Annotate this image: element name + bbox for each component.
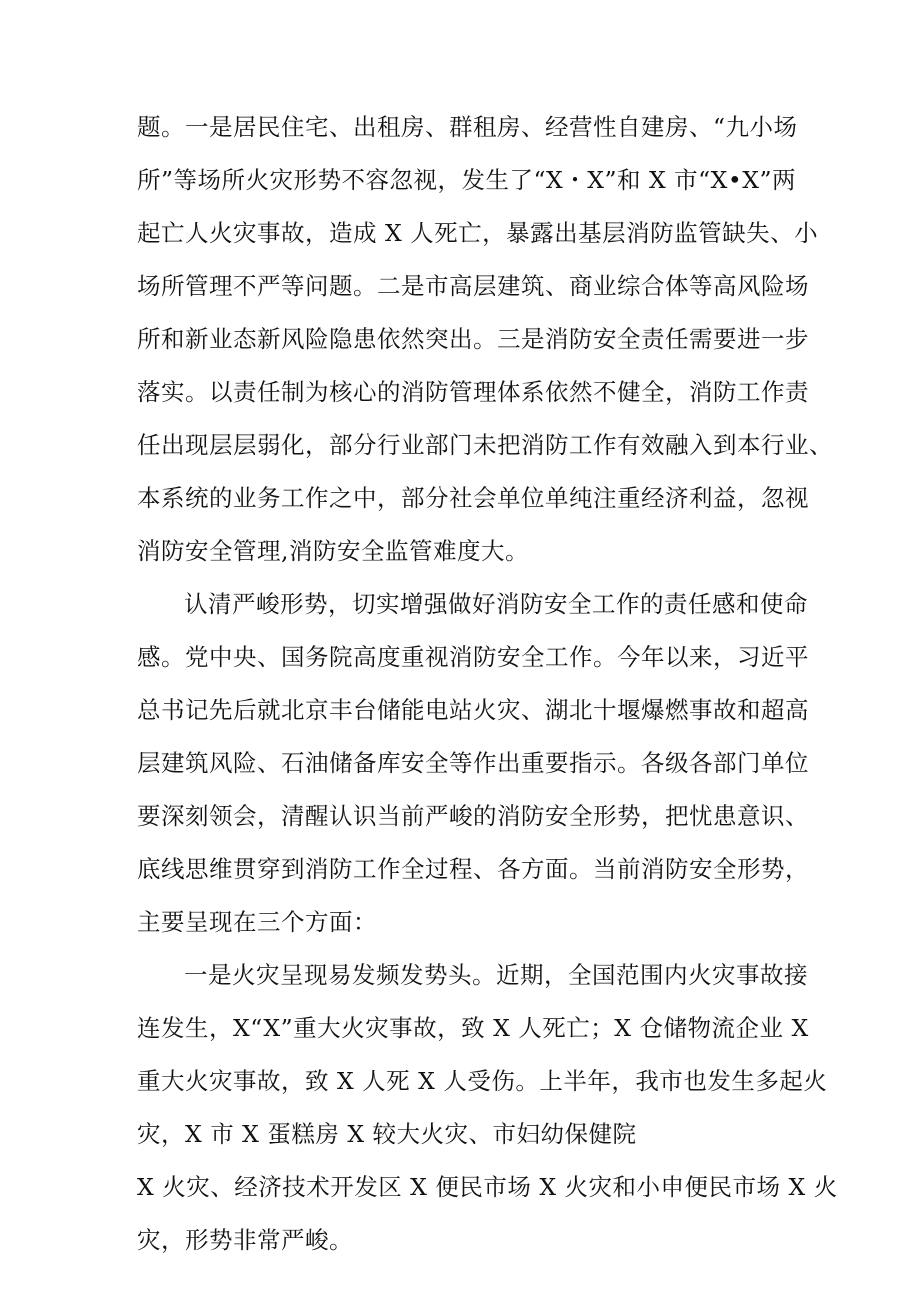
paragraph-2-line-4: 层建筑风险、石油储备库安全等作出重要指示。各级各部门单位 — [137, 749, 809, 777]
paragraph-2-line-7: 主要呈现在三个方面： — [137, 908, 377, 936]
paragraph-2-line-3: 总书记先后就北京丰台储能电站火灾、湖北十堰爆燃事故和超高 — [137, 696, 809, 724]
paragraph-1-line-3: 起亡人火灾事故，造成 X 人死亡，暴露出基层消防监管缺失、小 — [137, 219, 819, 247]
paragraph-1-line-1: 题。一是居民住宅、出租房、群租房、经营性自建房、“九小场 — [137, 113, 798, 141]
paragraph-3-line-5: X 火灾、经济技术开发区 X 便民市场 X 火灾和小申便民市场 X 火 — [137, 1173, 838, 1201]
paragraph-1-line-6: 落实。以责任制为核心的消防管理体系依然不健全，消防工作责 — [137, 378, 809, 406]
paragraph-2-line-5: 要深刻领会，清醒认识当前严峻的消防安全形势，把忧患意识、 — [137, 802, 809, 830]
paragraph-1-line-2: 所”等场所火灾形势不容忽视，发生了“X・X”和 X 市“X•X”两 — [137, 166, 797, 194]
paragraph-1-line-4: 场所管理不严等问题。二是市高层建筑、商业综合体等高风险场 — [137, 272, 809, 300]
paragraph-3-line-6: 灾，形势非常严峻。 — [137, 1226, 353, 1254]
paragraph-1-line-7: 任出现层层弱化，部分行业部门未把消防工作有效融入到本行业、 — [137, 431, 833, 459]
paragraph-2-line-1: 认清严峻形势，切实增强做好消防安全工作的责任感和使命 — [184, 590, 808, 618]
paragraph-3-line-2: 连发生，X“X”重大火灾事故，致 X 人死亡；X 仓储物流企业 X — [137, 1014, 809, 1042]
paragraph-3-line-4: 灾，X 市 X 蛋糕房 X 较大火灾、市妇幼保健院 — [137, 1120, 637, 1148]
paragraph-1-line-8: 本系统的业务工作之中，部分社会单位单纯注重经济利益，忽视 — [137, 484, 809, 512]
paragraph-2-line-2: 感。党中央、国务院高度重视消防安全工作。今年以来，习近平 — [137, 643, 809, 671]
paragraph-1-line-9: 消防安全管理,消防安全监管难度大。 — [137, 537, 529, 565]
paragraph-1-line-5: 所和新业态新风险隐患依然突出。三是消防安全责任需要进一步 — [137, 325, 809, 353]
paragraph-3-line-1: 一是火灾呈现易发频发势头。近期，全国范围内火灾事故接 — [184, 961, 808, 989]
paragraph-3-line-3: 重大火灾事故，致 X 人死 X 人受伤。上半年，我市也发生多起火 — [137, 1067, 828, 1095]
paragraph-2-line-6: 底线思维贯穿到消防工作全过程、各方面。当前消防安全形势， — [137, 855, 809, 883]
